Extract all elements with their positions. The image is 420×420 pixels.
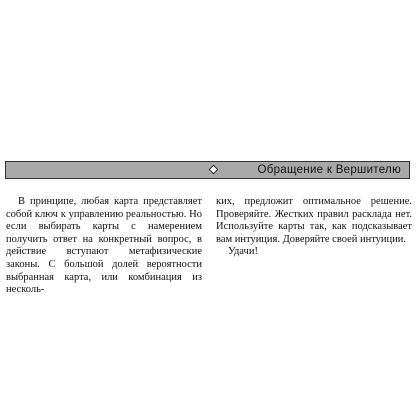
text-column-right xyxy=(216,196,412,259)
closing-line: Удачи! xyxy=(228,246,258,258)
diamond-icon xyxy=(209,165,219,175)
section-title: Обращение к Вершителю xyxy=(257,164,401,176)
section-header-bar xyxy=(5,161,410,179)
body-paragraph-left: В принципе, любая карта представляет собой ключ к управлению реальностью. Но если выбирать карты с намерением получить ответ на конкретный вопрос, в действие вступают метафизические законы. С большой долей вероятности выбранная карта, или комбинация из несколь- xyxy=(6,196,202,296)
body-paragraph-right: ких, предложит оптимальное решение. Проверяйте. Жестких правил расклада нет. Используйте карты так, как подсказывает вам интуиция. Доверяйте своей интуиции. xyxy=(216,196,412,245)
text-column-left xyxy=(6,196,202,297)
